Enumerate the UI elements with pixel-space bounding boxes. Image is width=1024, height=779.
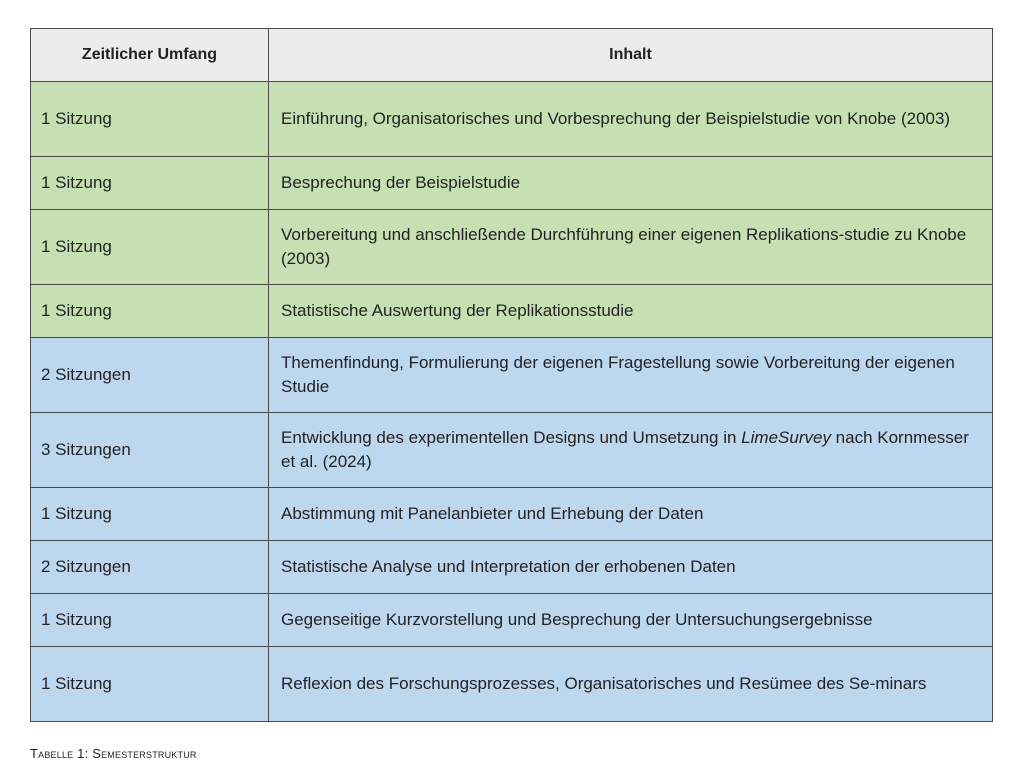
duration-cell: 2 Sitzungen — [31, 541, 269, 594]
duration-cell: 1 Sitzung — [31, 647, 269, 722]
table-row — [31, 413, 993, 488]
content-text: Themenfindung, Formulierung der eigenen Fragestellung sowie Vorbereitung der eigenen Studie — [281, 353, 955, 396]
semester-table-wrapper — [30, 28, 992, 722]
content-cell — [269, 413, 993, 488]
content-text: Statistische Analyse und Interpretation der erhobenen Daten — [281, 557, 736, 576]
content-cell — [269, 647, 993, 722]
content-cell — [269, 338, 993, 413]
duration-cell: 1 Sitzung — [31, 488, 269, 541]
content-cell — [269, 82, 993, 157]
content-text: Einführung, Organisatorisches und Vorbesprechung der Beispielstudie von Knobe (2003) — [281, 109, 951, 128]
content-text: Entwicklung des experimentellen Designs und Umsetzung in — [281, 428, 742, 447]
duration-cell: 1 Sitzung — [31, 594, 269, 647]
header-content: Inhalt — [269, 29, 993, 82]
duration-cell: 1 Sitzung — [31, 210, 269, 285]
content-text: Reflexion des Forschungsprozesses, Organisatorisches und Resümee des Se-minars — [281, 674, 927, 693]
content-text: Abstimmung mit Panelanbieter und Erhebung der Daten — [281, 504, 704, 523]
content-text: Statistische Auswertung der Replikationsstudie — [281, 301, 634, 320]
table-row — [31, 647, 993, 722]
table-row — [31, 157, 993, 210]
content-cell — [269, 285, 993, 338]
content-text: nach Kornmesser et al. (2024) — [281, 428, 969, 471]
duration-cell: 1 Sitzung — [31, 82, 269, 157]
table-header-row — [31, 29, 993, 82]
content-cell — [269, 157, 993, 210]
content-cell — [269, 210, 993, 285]
table-row — [31, 488, 993, 541]
table-row — [31, 82, 993, 157]
header-duration: Zeitlicher Umfang — [31, 29, 269, 82]
table-row — [31, 285, 993, 338]
table-caption: Tabelle 1: Semesterstruktur — [30, 746, 197, 761]
table-row — [31, 541, 993, 594]
table-row — [31, 210, 993, 285]
content-text: Gegenseitige Kurzvorstellung und Besprechung der Untersuchungsergebnisse — [281, 610, 873, 629]
duration-cell: 1 Sitzung — [31, 157, 269, 210]
duration-cell: 2 Sitzungen — [31, 338, 269, 413]
content-cell — [269, 541, 993, 594]
table-row — [31, 338, 993, 413]
semester-table — [30, 28, 993, 722]
table-row — [31, 594, 993, 647]
content-emphasis: LimeSurvey — [741, 428, 831, 447]
content-text: Vorbereitung und anschließende Durchführung einer eigenen Replikations-studie zu Knobe (2003) — [281, 225, 967, 268]
content-text: Besprechung der Beispielstudie — [281, 173, 521, 192]
duration-cell: 3 Sitzungen — [31, 413, 269, 488]
duration-cell: 1 Sitzung — [31, 285, 269, 338]
content-cell — [269, 594, 993, 647]
content-cell — [269, 488, 993, 541]
